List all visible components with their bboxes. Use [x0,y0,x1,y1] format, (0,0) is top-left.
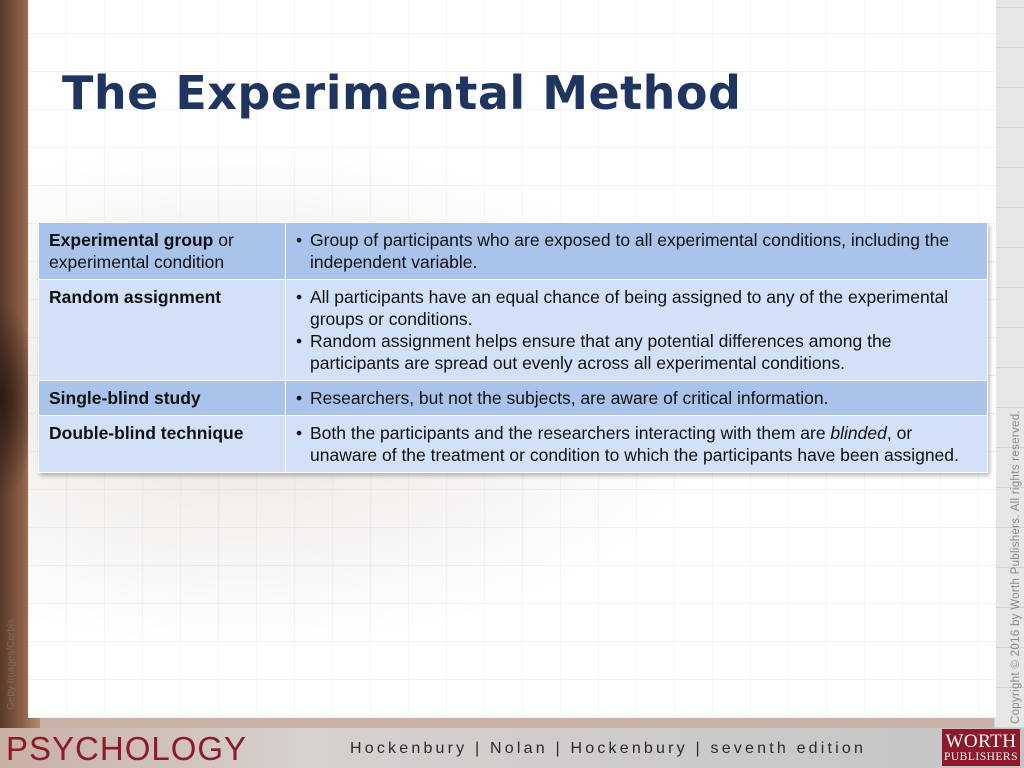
definition-list [296,229,977,273]
definition-cell [286,381,988,416]
term-cell [39,223,286,280]
definition-cell [286,223,988,280]
definition-cell [286,280,988,381]
term-cell [39,416,286,473]
definition-list [296,286,977,374]
definition-list [296,422,977,466]
definition-bullet: • Researchers, but not the subjects, are aware of critical information. [296,387,977,409]
term-cell [39,381,286,416]
table-row [39,416,988,473]
term-label: Experimental group [49,230,214,250]
definition-text: , or unaware of the treatment or condition to which the participants have been assigned. [310,423,959,465]
term-cell [39,280,286,381]
definition-text: Both the participants and the researchers interacting with them are [310,423,831,443]
definition-bullet: • Group of participants who are exposed to all experimental conditions, including the independent variable. [296,229,977,273]
definition-bullet: • All participants have an equal chance of being assigned to any of the experimental groups or conditions. [296,286,977,330]
authors-edition: Hockenbury | Nolan | Hockenbury | seventh edition [350,740,867,757]
table-row [39,280,988,381]
copyright-notice: Copyright © 2016 by Worth Publishers. All rights reserved. [1010,410,1022,724]
term-label: Random assignment [49,287,222,307]
book-title: PSYCHOLOGY [6,730,248,767]
term-label: Single-blind study [49,388,201,408]
term-label: Double-blind technique [49,423,244,443]
term-label-rest: or experimental condition [49,230,234,272]
publisher-logo [942,729,1020,766]
publisher-logo-line1: WORTH [945,731,1017,752]
table-row [39,223,988,280]
definition-list [296,387,977,409]
definition-emphasis: blinded [830,423,887,443]
definitions-table [38,222,988,473]
publisher-logo-line2: PUBLISHERS [943,751,1019,763]
definition-bullet: • Random assignment helps ensure that any potential differences among the participants are spread out evenly across all experimental conditions. [296,330,977,374]
photo-credit: Getty Images/Corbis [6,618,17,710]
slide-title: The Experimental Method [62,66,742,120]
definition-bullet [296,422,977,466]
definition-cell [286,416,988,473]
table-row [39,381,988,416]
